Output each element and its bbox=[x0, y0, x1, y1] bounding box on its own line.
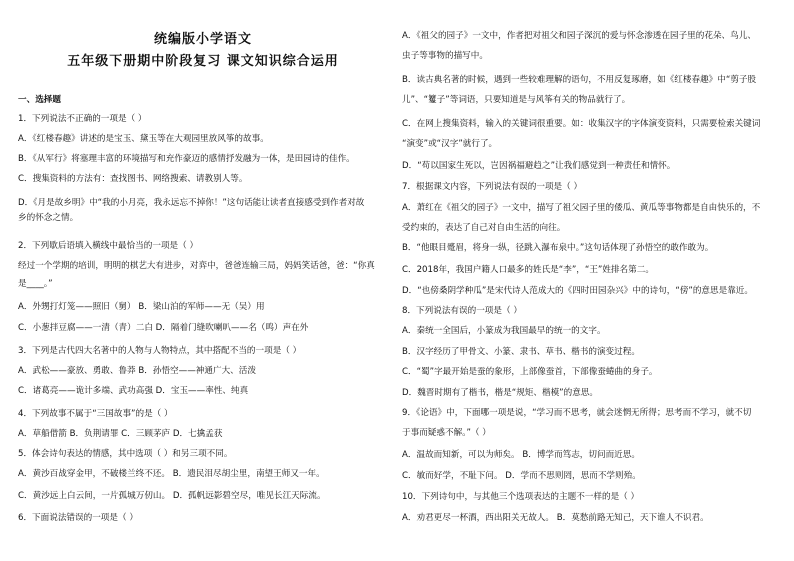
text-line: A．《祖父的园子》一文中，作者把对祖父和园子深沉的爱与怀念渗透在园子里的花朵、鸟儿、 bbox=[402, 31, 756, 41]
text-line: 是____。” bbox=[18, 279, 53, 289]
text-line: C．“蜀”字最开始是蚕的象形，上部像蚕首，下部像蚕蜷曲的身子。 bbox=[402, 367, 658, 377]
text-line: B．汉字经历了甲骨文、小篆、隶书、草书、楷书的演变过程。 bbox=[402, 347, 640, 357]
text-line: 虫子等事物的描写中。 bbox=[402, 51, 488, 61]
text-line: 乡的怀念之情。 bbox=[18, 213, 79, 223]
text-line: 5．体会诗句表达的情感，其中选项（ ）和另三项不同。 bbox=[18, 449, 233, 459]
text-line: A．秦统一全国后，小篆成为我国最早的统一的文字。 bbox=[402, 326, 606, 336]
text-line: D．魏晋时期有了楷书，楷是“规矩、楷模”的意思。 bbox=[402, 388, 598, 398]
text-line: C．诸葛亮——诡计多端、武功高强 D．宝玉——率性、纯真 bbox=[18, 386, 249, 396]
text-line: 4．下列故事不属于“三国故事”的是（ ） bbox=[18, 409, 173, 419]
text-line: B．“他眼目蹙眉，将身一纵，径跳入瀑布泉中。”这句话体现了孙悟空的敢作敢为。 bbox=[402, 243, 714, 253]
document-subtitle: 五年级下册期中阶段复习 课文知识综合运用 bbox=[67, 54, 339, 69]
text-line: A．武松——豪放、勇敢、鲁莽 B．孙悟空——神通广大、活泼 bbox=[18, 366, 256, 376]
text-line: 1．下列说法不正确的一项是（ ） bbox=[18, 114, 147, 124]
text-line: A．外甥打灯笼——照旧（舅） B．梁山泊的军师——无（吴）用 bbox=[18, 302, 265, 312]
text-line: C．2018年，我国户籍人口最多的姓氏是“李”，“王”姓排名第二。 bbox=[402, 265, 654, 275]
text-line: 于事而疑惑不解。”（ ） bbox=[402, 428, 491, 438]
text-line: 8．下列说法有误的一项是（ ） bbox=[402, 306, 522, 316]
text-line: C．在网上搜集资料，输入的关键词很重要。如：收集汉字的字体演变资料，只需要检索关键词 bbox=[402, 119, 761, 129]
text-line: 受约束的，表达了自己对自由生活的向往。 bbox=[402, 223, 566, 233]
text-line: B．《从军行》将塞理丰富的环境描写和充作豪迈的感情抒发融为一体，是田园诗的佳作。 bbox=[18, 154, 355, 164]
text-line: B．读古典名著的时候，遇到一些较难理解的语句，不用反复琢磨，如《红楼春趣》中“剪子股 bbox=[402, 75, 757, 85]
section-heading: 一、选择题 bbox=[18, 95, 61, 105]
text-line: D．“也傍桑阴学种瓜”是宋代诗人范成大的《四时田园杂兴》中的诗句，“傍”的意思是靠近。 bbox=[402, 286, 753, 296]
text-line: 经过一个学期的培训，明明的棋艺大有进步，对弈中，爸爸连输三局，妈妈笑话爸，爸：“你真 bbox=[18, 261, 375, 271]
text-line: C．黄沙远上白云间，一片孤城万仞山。 D．孤帆远影碧空尽，唯见长江天际流。 bbox=[18, 491, 326, 501]
text-line: A．劝君更尽一杯酒，西出阳关无故人。 B．莫愁前路无知己，天下谁人不识君。 bbox=[402, 513, 709, 523]
text-line: C．搜集资料的方法有：查找图书、网络搜索、请教别人等。 bbox=[18, 174, 248, 184]
text-line: 7．根据课文内容，下列说法有误的一项是（ ） bbox=[402, 182, 583, 192]
text-line: 2．下列歇后语填入横线中最恰当的一项是（ ） bbox=[18, 241, 199, 251]
text-line: D．“苟以国家生死以，岂因祸福避趋之”让我们感觉到一种责任和情怀。 bbox=[402, 161, 676, 171]
text-line: “演变”或“汉字”就行了。 bbox=[402, 139, 498, 149]
text-line: 6．下面说法错误的一项是（ ） bbox=[18, 513, 138, 523]
text-line: A．黄沙百战穿金甲，不破楼兰终不还。 B．遗民泪尽胡尘里，南望王师又一年。 bbox=[18, 469, 325, 479]
document-title: 统编版小学语文 bbox=[153, 32, 252, 47]
text-line: A．草船借箭 B．负荆请罪 C．三顾茅庐 D．七擒孟获 bbox=[18, 429, 223, 439]
text-line: 3．下列是古代四大名著中的人物与人物特点，其中搭配不当的一项是（ ） bbox=[18, 346, 302, 356]
text-line: C．小葱拌豆腐——一清（青）二白 D．隔着门缝吹喇叭——名（鸣）声在外 bbox=[18, 323, 309, 333]
text-line: D．《月是故乡明》中“我的小月亮，我永远忘不掉你！”这句话能让读者直接感受到作者对故 bbox=[18, 198, 365, 208]
text-line: A．《红楼春趣》讲述的是宝玉、黛玉等在大观园里放风筝的故事。 bbox=[18, 134, 269, 144]
text-line: A．温故而知新，可以为师矣。 B．博学而笃志，切问而近思。 bbox=[402, 450, 640, 460]
text-line: C．敏而好学，不耻下问。 D．学而不思则罔，思而不学则殆。 bbox=[402, 471, 641, 481]
text-line: 儿”、“籰子”等词语，只要知道是与风筝有关的物品就行了。 bbox=[402, 95, 631, 105]
text-line: 10．下列诗句中，与其他三个选项表达的主题不一样的是（ ） bbox=[402, 492, 640, 502]
text-line: 9．《论语》中，下面哪一项是说，“学习而不思考，就会迷惘无所得；思考而不学习，就不切 bbox=[402, 408, 752, 418]
text-line: A．萧红在《祖父的园子》一文中，描写了祖父园子里的倭瓜、黄瓜等事物都是自由快乐的，不 bbox=[402, 203, 761, 213]
